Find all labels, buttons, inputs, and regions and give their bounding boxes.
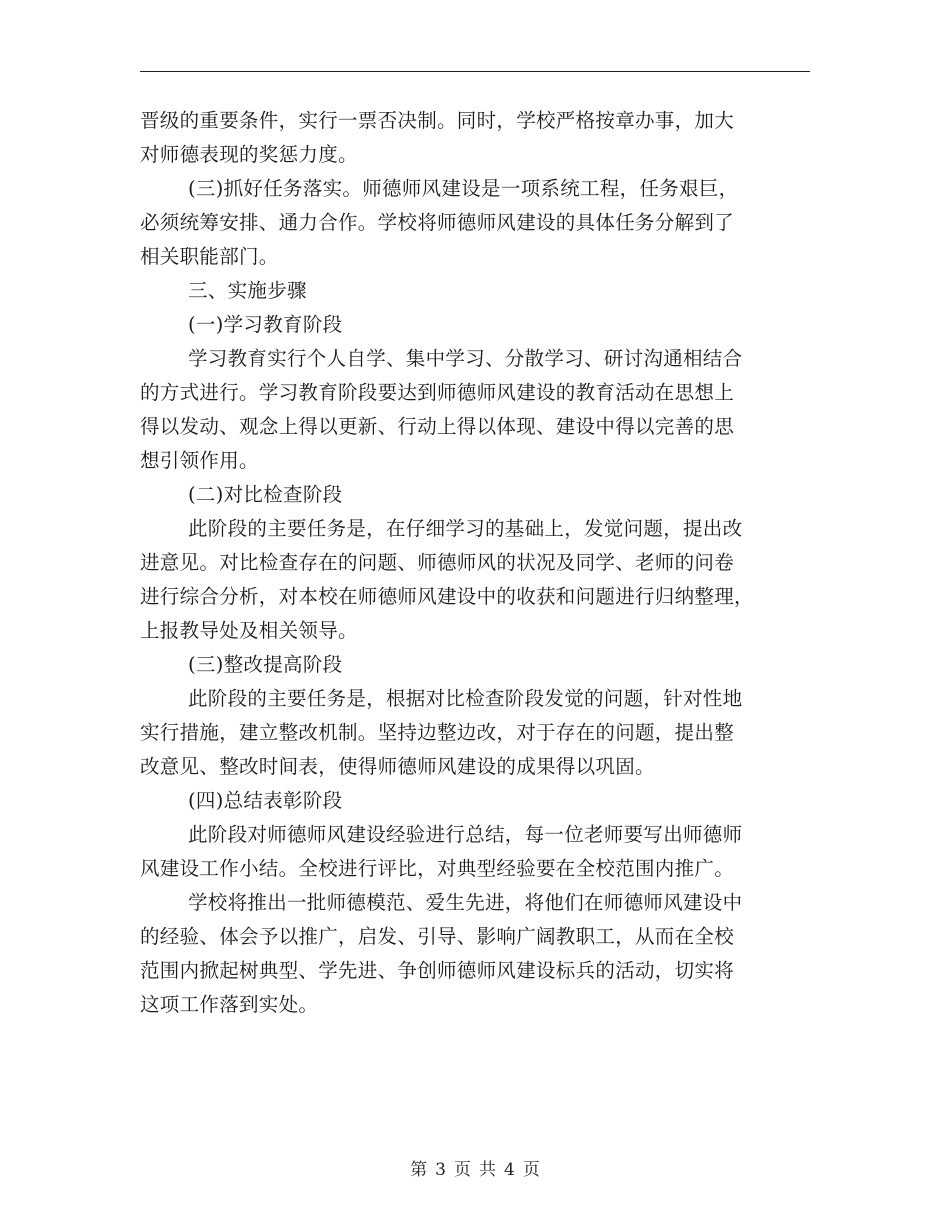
text-line: 进行综合分析，对本校在师德师风建设中的收获和问题进行归纳整理， bbox=[140, 585, 754, 608]
footer-prefix: 第 bbox=[410, 1160, 428, 1180]
text-line: 此阶段的主要任务是，在仔细学习的基础上，发觉问题，提出改 bbox=[188, 517, 743, 540]
header-rule bbox=[140, 71, 810, 72]
text-line: 实行措施，建立整改机制。坚持边整边改，对于存在的问题，提出整 bbox=[140, 721, 735, 744]
footer-page-unit: 页 bbox=[454, 1160, 471, 1180]
text-line: 得以发动、观念上得以更新、行动上得以体现、建设中得以完善的思 bbox=[140, 415, 735, 438]
text-line: 这项工作落到实处。 bbox=[140, 993, 319, 1016]
text-line: 三、实施步骤 bbox=[188, 279, 307, 302]
text-line: 上报教导处及相关领导。 bbox=[140, 619, 358, 642]
text-line: (四)总结表彰阶段 bbox=[188, 789, 343, 812]
text-line: 范围内掀起树典型、学先进、争创师德师风建设标兵的活动，切实将 bbox=[140, 959, 735, 982]
text-line: (三)抓好任务落实。师德师风建设是一项系统工程，任务艰巨， bbox=[188, 177, 739, 200]
text-line: 对师德表现的奖惩力度。 bbox=[140, 143, 358, 166]
text-line: 此阶段的主要任务是，根据对比检查阶段发觉的问题，针对性地 bbox=[188, 687, 743, 710]
text-line: (三)整改提高阶段 bbox=[188, 653, 343, 676]
text-line: 改意见、整改时间表，使得师德师风建设的成果得以巩固。 bbox=[140, 755, 655, 778]
text-line: 的方式进行。学习教育阶段要达到师德师风建设的教育活动在思想上 bbox=[140, 381, 735, 404]
page-number-footer bbox=[0, 1155, 950, 1180]
text-line: 进意见。对比检查存在的问题、师德师风的状况及同学、老师的问卷 bbox=[140, 551, 735, 574]
text-line: 此阶段对师德师风建设经验进行总结，每一位老师要写出师德师 bbox=[188, 823, 743, 846]
text-line: 必须统筹安排、通力合作。学校将师德师风建设的具体任务分解到了 bbox=[140, 211, 735, 234]
footer-current-page: 3 bbox=[435, 1160, 446, 1180]
document-body bbox=[140, 104, 810, 1022]
text-line: 相关职能部门。 bbox=[140, 245, 279, 268]
text-line: 风建设工作小结。全校进行评比，对典型经验要在全校范围内推广。 bbox=[140, 857, 735, 880]
footer-page-unit-2: 页 bbox=[522, 1160, 540, 1180]
text-line: 学习教育实行个人自学、集中学习、分散学习、研讨沟通相结合 bbox=[188, 347, 743, 370]
text-line: (二)对比检查阶段 bbox=[188, 483, 343, 506]
footer-total-word: 共 bbox=[479, 1160, 496, 1180]
text-line: 想引领作用。 bbox=[140, 449, 259, 472]
text-line: (一)学习教育阶段 bbox=[188, 313, 343, 336]
text-line: 的经验、体会予以推广，启发、引导、影响广阔教职工，从而在全校 bbox=[140, 925, 735, 948]
text-line: 学校将推出一批师德模范、爱生先进，将他们在师德师风建设中 bbox=[188, 891, 743, 914]
footer-total-pages: 4 bbox=[504, 1160, 515, 1180]
text-line: 晋级的重要条件，实行一票否决制。同时，学校严格按章办事，加大 bbox=[140, 109, 735, 132]
